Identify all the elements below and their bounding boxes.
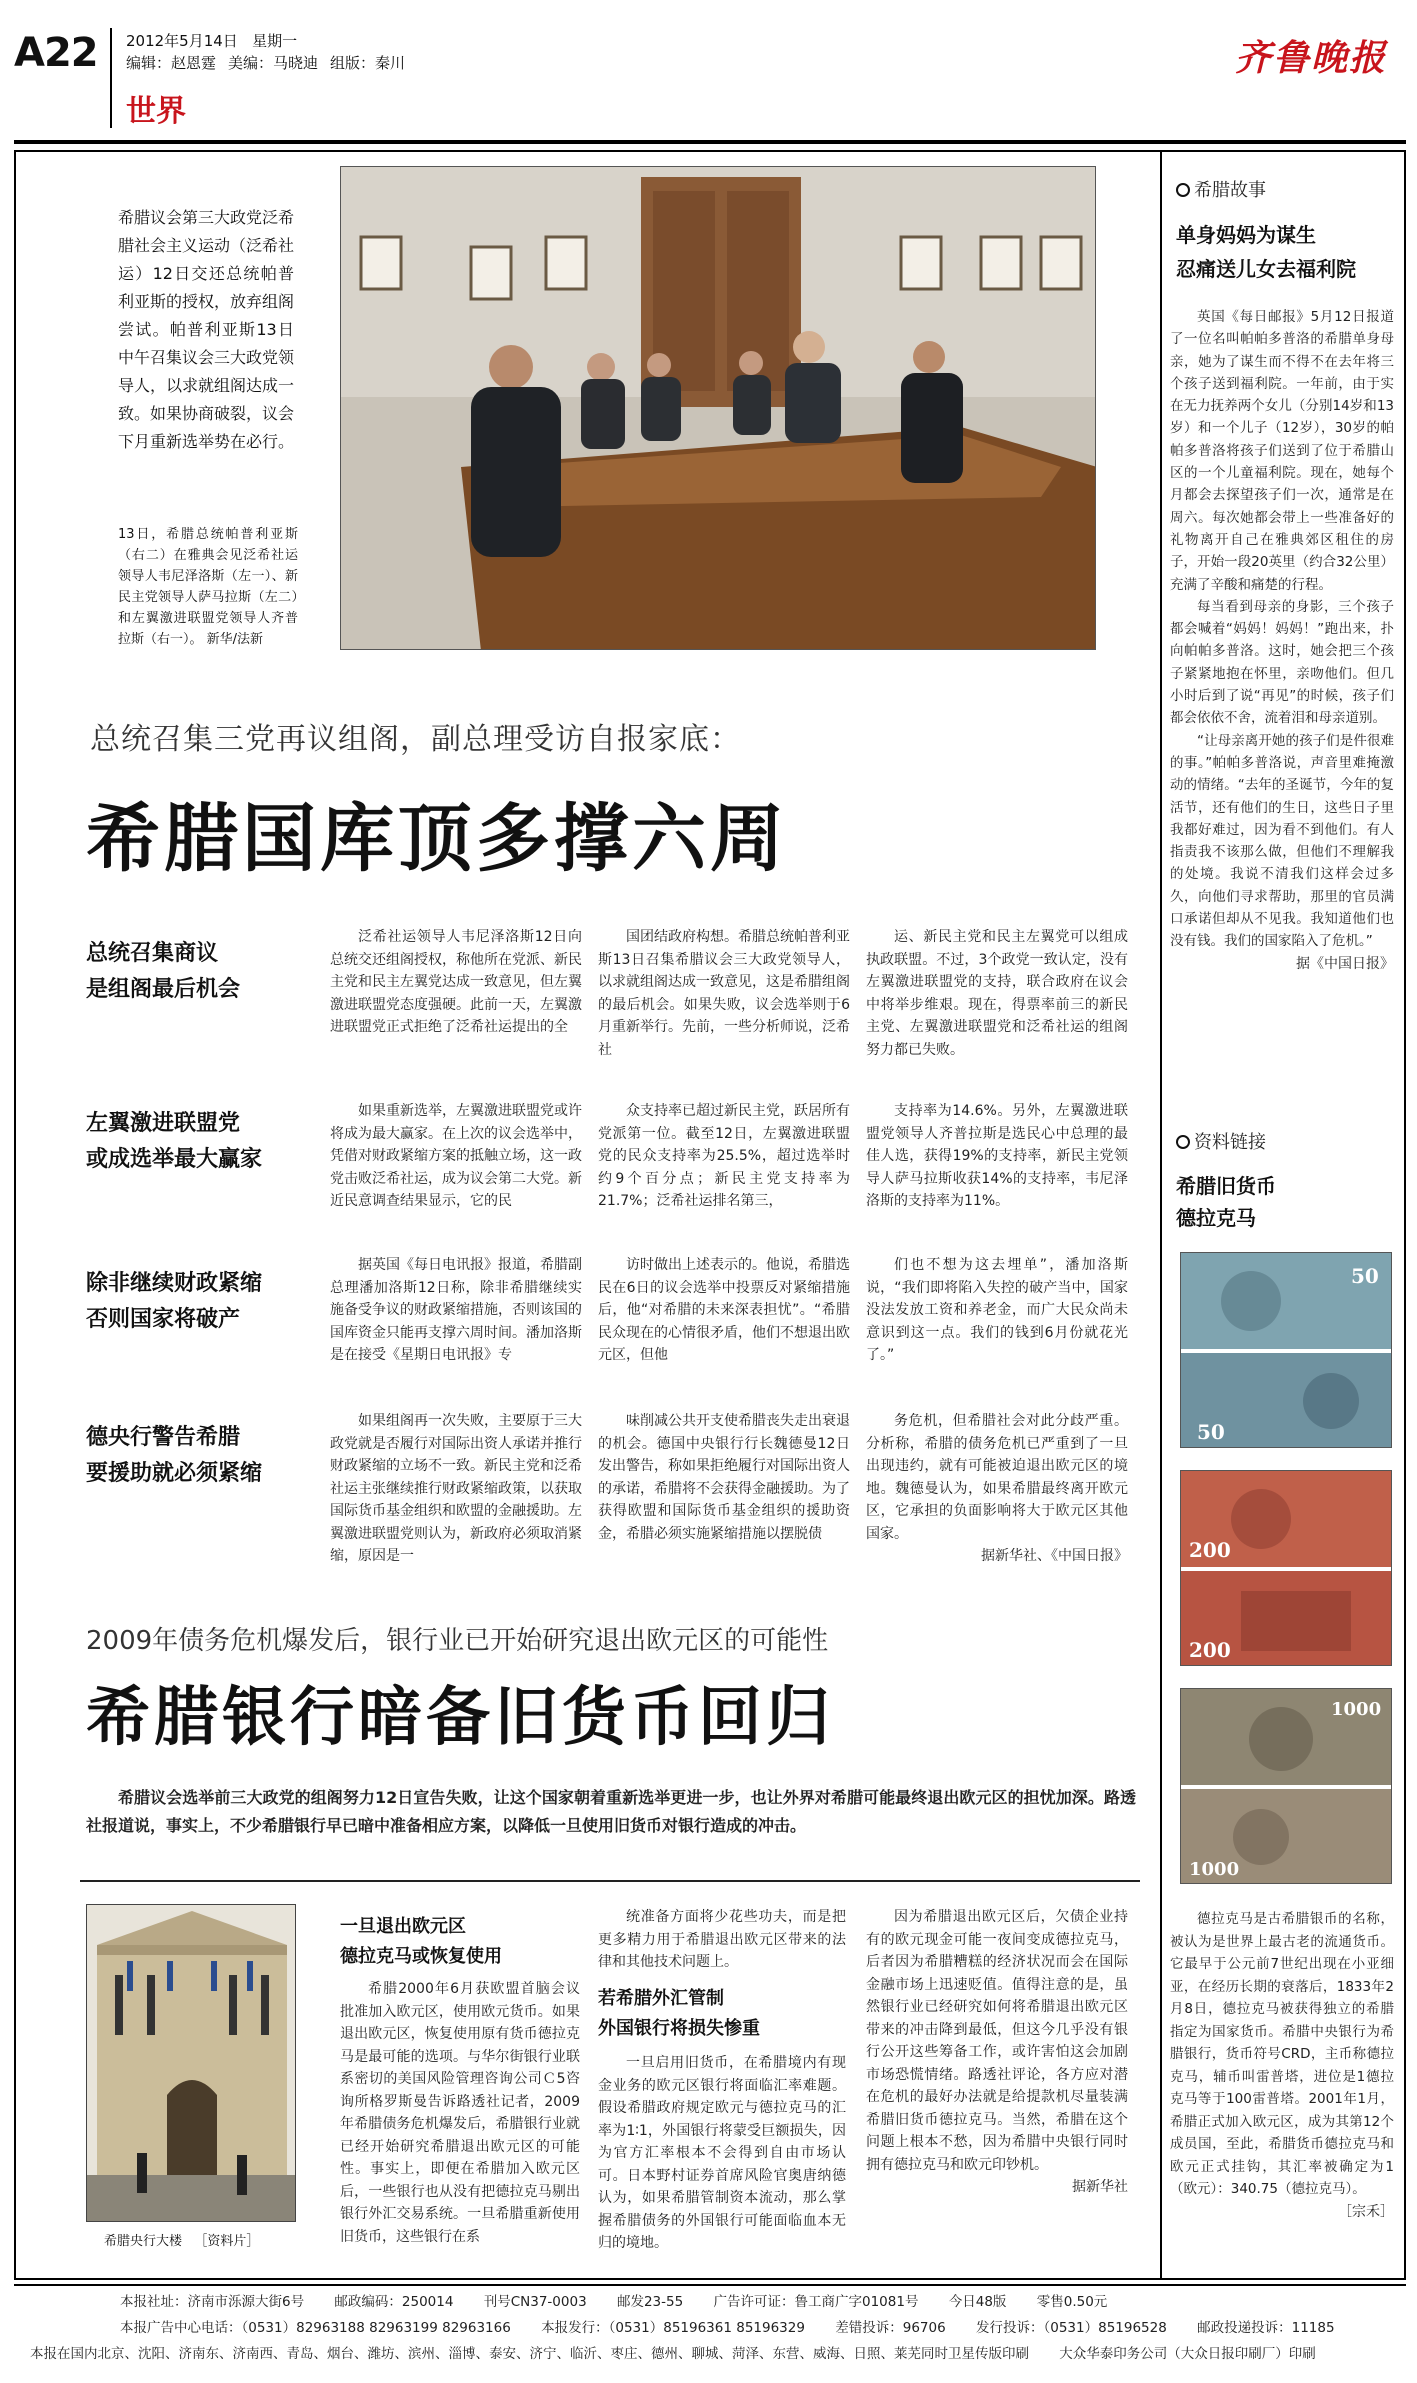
sidebar-link-tag: 资料链接	[1176, 1128, 1266, 1154]
sidebar-story-body: 英国《每日邮报》5月12日报道了一位名叫帕帕多普洛的希腊单身母亲，她为了谋生而不得不在去年将三个孩子送到福利院。一年前，由于实在无力抚养两个女儿（分别14岁和13岁）和一个儿子（12岁），30岁的帕帕多普洛将孩子们送到了位于希腊山区的一个儿童福利院。现在，她每个月都会去探望孩子们一次，通常是在周六。每次她都会带上一些准备好的礼物离开自己在雅典郊区租住的房子，开始一段20英里（约合32公里）充满了辛酸和痛楚的行程。 每当看到母亲的身影，三个孩子都会喊着“妈妈！妈妈！”跑出来，扑向帕帕多普洛。这时，她会把三个孩子紧紧地抱在怀里，亲吻他们。但几小时后到了说“再见”的时候，孩子们都会依依不舍，流着泪和母亲道别。 “让母亲离开她的孩子们是件很难的事。”帕帕多普洛说，声音里难掩激动的情绪。“去年的圣诞节，今年的复活节，还有他们的生日，这些日子里我都好难过，因为看不到他们。有人指责我不该那么做，但他们不理解我的处境。我说不清我们这样会过多久，向他们寻求帮助，那里的官员满口承诺但却从不见我。我知道他们也没有钱。我们的国家陷入了危机。” 据《中国日报》	[1170, 306, 1394, 975]
s2-col1: 如果重新选举，左翼激进联盟党或许将成为最大赢家。在上次的议会选举中，凭借对财政紧缩方案的抵触立场，这一政党击败泛希社运，成为议会第二大党。新近民意调查结果显示，它的民	[330, 1103, 582, 1209]
issue-date: 2012年5月14日	[126, 32, 238, 50]
subhead-2: 左翼激进联盟党 或成选举最大赢家	[86, 1111, 263, 1172]
banknote-1000	[1180, 1688, 1392, 1884]
banknote-50	[1180, 1252, 1392, 1448]
newspaper-logo: 齐鲁晚报	[1234, 37, 1387, 79]
s4-col2: 味削减公共开支使希腊丧失走出衰退的机会。德国中央银行行长魏德曼12日发出警告，称如果拒绝履行对国际出资人的承诺，希腊将不会获得金融援助。为了获得欧盟和国际货币基金组织的援助资金，希腊必须实施紧缩措施以摆脱债	[598, 1413, 850, 1542]
lead-intro: 希腊议会第三大政党泛希腊社会主义运动（泛希社运）12日交还总统帕普利亚斯的授权，放弃组阁尝试。帕普利亚斯13日中午召集议会三大政党领导人，以求就组阁达成一致。如果协商破裂，议会下月重新选举势在必行。	[118, 208, 295, 451]
s1-col3: 运、新民主党和民主左翼党可以组成执政联盟。不过，3个政党一致认定，没有左翼激进联盟党的支持，联合政府在议会中将举步维艰。现在，得票率前三的新民主党、左翼激进联盟党和泛希社运的组阁努力都已失败。	[866, 929, 1128, 1058]
s2-col3: 支持率为14.6%。另外，左翼激进联盟党领导人齐普拉斯是选民心中总理的最佳人选，获得19%的支持率，新民主党领导人萨马拉斯收获14%的支持率，韦尼泽洛斯的支持率为11%。	[866, 1103, 1128, 1209]
banknote-denomination: 50	[1197, 1420, 1225, 1444]
lead-photo	[340, 166, 1096, 650]
footer-rule	[14, 2284, 1406, 2286]
story2-col1: 希腊2000年6月获欧盟首脑会议批准加入欧元区，使用欧元货币。如果退出欧元区，恢复使用原有货币德拉克马是最可能的选项。与华尔街银行业联系密切的美国风险管理咨询公司Ｃ5咨询所格罗斯曼告诉路透社记者，2009年希腊债务危机爆发后，希腊银行业就已经开始研究希腊退出欧元区的可能性。事实上，即便在希腊加入欧元区后，一些银行也从没有把德拉克马剔出银行外汇交易系统。一旦希腊重新使用旧货币，这些银行在系	[340, 1981, 580, 2245]
s4-col3: 务危机，但希腊社会对此分歧严重。分析称，希腊的债务危机已严重到了一旦出现违约，就有可能被迫退出欧元区的境地。魏德曼认为，如果希腊最终离开欧元区，它承担的负面影响将大于欧元区其他国家。 据新华社、《中国日报》	[866, 1410, 1128, 1568]
header-info	[126, 30, 417, 74]
bank-photo-caption: 希腊央行大楼 ［资料片］	[104, 2234, 260, 2249]
art-editor-credit: 美编：马晓迪	[228, 54, 319, 72]
story2-col3: 因为希腊退出欧元区后，欠债企业持有的欧元现金可能一夜间变成德拉克马，后者因为希腊糟糕的经济状况而会在国际金融市场上迅速贬值。值得注意的是，虽然银行业已经研究如何将希腊退出欧元区带来的冲击降到最低，但这今几乎没有银行公开这些筹备工作，或许害怕这会加剧市场恐慌情绪。路透社评论，各方应对潜在危机的最好办法就是给提款机尽量装满希腊旧货币德拉克马。当然，希腊在这个问题上根本不愁，因为希腊中央银行同时拥有德拉克马和欧元印钞机。 据新华社	[866, 1906, 1128, 2199]
building-illustration	[87, 1905, 296, 2222]
banknote-denomination: 1000	[1331, 1699, 1382, 1720]
bank-building-photo	[86, 1904, 296, 2222]
banknote-denomination: 200	[1189, 1638, 1231, 1662]
subhead-1: 总统召集商议 是组阁最后机会	[86, 941, 241, 1002]
subhead-4: 德央行警告希腊 要援助就必须紧缩	[86, 1425, 263, 1486]
issue-weekday: 星期一	[252, 32, 298, 50]
story2-subhead-1: 一旦退出欧元区 德拉克马或恢复使用	[340, 1916, 502, 1967]
story2-col2a: 统准备方面将少花些功夫，而是把更多精力用于希腊退出欧元区带来的法律和其他技术问题上。	[598, 1909, 846, 1970]
banknote-denomination: 50	[1351, 1264, 1379, 1288]
header-divider	[110, 28, 112, 128]
footer-line-2: 本报广告中心电话：（0531）82963188 82963199 82963166 本报发行：（0531）85196361 85196329 差错投诉：96706 发行投诉：（0531）85196528 邮政投递投诉：11185	[120, 2320, 1335, 2336]
s1-col2: 国团结政府构想。希腊总统帕普利亚斯13日召集希腊议会三大政党领导人，以求就组阁达成一致意见，这是希腊组阁的最后机会。如果失败，议会选举则于6月重新举行。先前，一些分析师说，泛希社	[598, 929, 850, 1058]
sidebar-story-title: 单身妈妈为谋生 忍痛送儿女去福利院	[1176, 223, 1356, 281]
story2-col2b: 一旦启用旧货币，在希腊境内有现金业务的欧元区银行将面临汇率难题。假设希腊政府规定欧元与德拉克马的汇率为1∶1，外国银行将蒙受巨额损失，因为官方汇率根本不会得到自由市场认可。日本野村证券首席风险官奥唐纳德认为，如果希腊管制资本流动，那么掌握希腊债务的外国银行可能面临血本无归的境地。	[598, 2055, 846, 2251]
s3-col2: 访时做出上述表示的。他说，希腊选民在6日的议会选举中投票反对紧缩措施后，他“对希腊的未来深表担忧”。“希腊民众现在的心情很矛盾，他们不想退出欧元区，但他	[598, 1257, 850, 1363]
s2-col2: 众支持率已超过新民主党，跃居所有党派第一位。截至12日，左翼激进联盟党的民众支持率为25.5%，超过选举时约9个百分点；新民主党支持率为21.7%；泛希社运排名第三，	[598, 1103, 850, 1209]
s4-col1: 如果组阁再一次失败，主要原于三大政党就是否履行对国际出资人承诺并推行财政紧缩的立场不一致。新民主党和泛希社运主张继续推行财政紧缩政策，以获取国际货币基金组织和欧盟的金融援助。左翼激进联盟党则认为，新政府必须取消紧缩，原因是一	[330, 1413, 582, 1564]
lead-headline: 希腊国库顶多撑六周	[86, 796, 788, 882]
s1-col1: 泛希社运领导人韦尼泽洛斯12日向总统交还组阁授权，称他所在党派、新民主党和民主左翼党达成一致意见，但左翼激进联盟党态度强硬。此前一天，左翼激进联盟党正式拒绝了泛希社运提出的全	[330, 929, 582, 1035]
section-title: 世界	[126, 94, 186, 129]
s3-col1: 据英国《每日电讯报》报道，希腊副总理潘加洛斯12日称，除非希腊继续实施备受争议的财政紧缩措施，否则该国的国库资金只能再支撑六周时间。潘加洛斯是在接受《星期日电讯报》专	[330, 1257, 582, 1363]
page-number: A22	[14, 30, 98, 76]
editor-credit: 编辑：赵恩霆	[126, 54, 217, 72]
s3-col3: 们也不想为这去埋单”，潘加洛斯说，“我们即将陷入失控的破产当中，国家没法发放工资和养老金，而广大民众尚未意识到这一点。我们的钱到6月份就花光了。”	[866, 1257, 1128, 1363]
subhead-3: 除非继续财政紧缩 否则国家将破产	[86, 1271, 263, 1332]
sidebar-story-tag: 希腊故事	[1176, 176, 1266, 202]
lead-kicker: 总统召集三党再议组阁，副总理受访自报家底：	[90, 722, 741, 757]
layout-editor-credit: 组版：秦川	[330, 54, 406, 72]
footer-line-3: 本报在国内北京、沈阳、济南东、济南西、青岛、烟台、潍坊、滨州、淄博、泰安、济宁、临沂、枣庄、德州、聊城、菏泽、东营、威海、日照、莱芜同时卫星传版印刷 大众华泰印务公司（大众日报印刷厂）印刷	[30, 2346, 1316, 2362]
sidebar-divider	[1160, 150, 1162, 2280]
story2-kicker: 2009年债务危机爆发后，银行业已开始研究退出欧元区的可能性	[86, 1626, 829, 1656]
header-rule	[14, 140, 1406, 144]
banknote-200	[1180, 1470, 1392, 1666]
story2-source: 据新华社	[1072, 2179, 1128, 2195]
sidebar-story-source: 据《中国日报》	[1296, 955, 1394, 972]
story2-subhead-2: 若希腊外汇管制 外国银行将损失惨重	[598, 1988, 760, 2039]
story2-headline: 希腊银行暗备旧货币回归	[86, 1680, 834, 1755]
banknote-denomination: 1000	[1189, 1859, 1240, 1880]
meeting-room-illustration	[341, 167, 1096, 650]
sidebar-link-body: 德拉克马是古希腊银币的名称，被认为是世界上最古老的流通货币。它最早于公元前7世纪出现在小亚细亚，在经历长期的衰落后，1833年2月8日，德拉克马被获得独立的希腊指定为国家货币。希腊中央银行为希腊银行，货币符号CRD，主币称德拉克马，辅币叫雷普塔，进位是1德拉克马等于100雷普塔。2001年1月，希腊正式加入欧元区，成为其第12个成员国，至此，希腊货币德拉克马和欧元正式挂钩，其汇率被确定为1（欧元）：340.75（德拉克马）。 ［宗禾］	[1170, 1908, 1394, 2223]
photo-caption: 13日，希腊总统帕普利亚斯（右二）在雅典会见泛希社运领导人韦尼泽洛斯（左一）、新民主党领导人萨马拉斯（左二）和左翼激进联盟党领导人齐普拉斯（右一）。 新华/法新	[118, 527, 298, 647]
banknote-denomination: 200	[1189, 1538, 1231, 1562]
story2-lede: 希腊议会选举前三大政党的组阁努力12日宣告失败，让这个国家朝着重新选举更进一步，也让外界对希腊可能最终退出欧元区的担忧加深。路透社报道说，事实上，不少希腊银行早已暗中准备相应方案，以降低一旦使用旧货币对银行造成的冲击。	[86, 1788, 1136, 1835]
story2-rule	[80, 1880, 1140, 1882]
bullet-circle-icon	[1176, 1135, 1190, 1149]
bullet-circle-icon	[1176, 183, 1190, 197]
footer-line-1: 本报社址：济南市泺源大街6号 邮政编码：250014 刊号CN37-0003 邮发23-55 广告许可证：鲁工商广字01081号 今日48版 零售0.50元	[120, 2294, 1108, 2310]
s1-source: 据新华社、《中国日报》	[981, 1548, 1128, 1564]
sidebar-link-title: 希腊旧货币 德拉克马	[1176, 1174, 1276, 1230]
sidebar-link-source: ［宗禾］	[1338, 2203, 1394, 2220]
